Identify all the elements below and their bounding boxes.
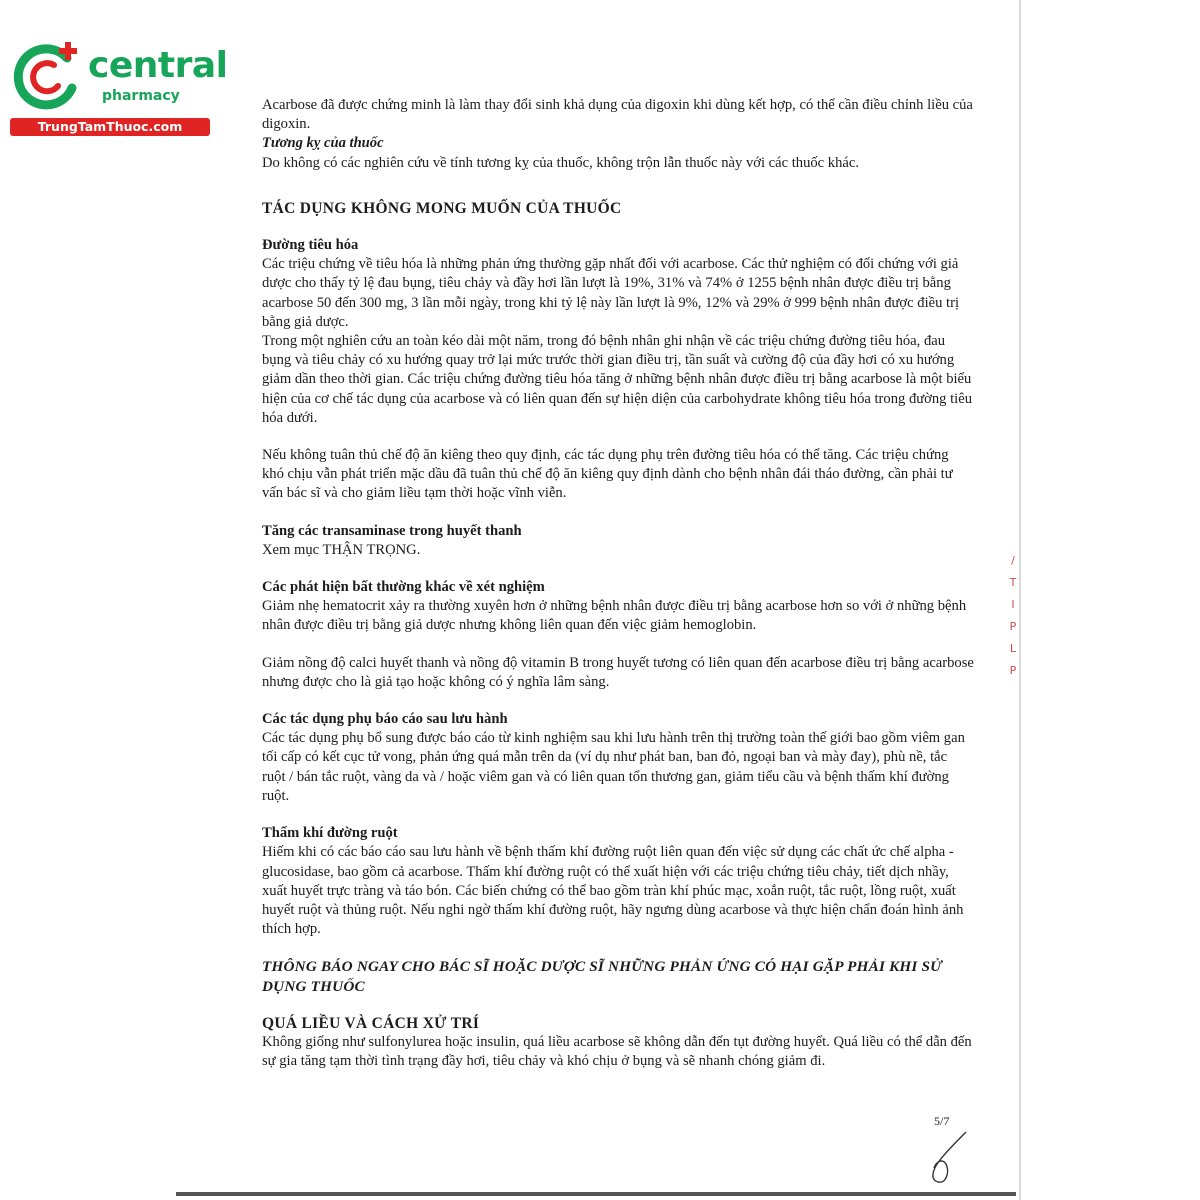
intro-paragraph: Acarbose đã được chứng minh là làm thay đổi sinh khả dụng của digoxin khi dùng kết hợp, có thể cần điều chỉnh liều của digoxin. bbox=[262, 97, 973, 133]
adverse-effects-heading: TÁC DỤNG KHÔNG MONG MUỐN CỦA THUỐC bbox=[262, 199, 622, 217]
brand-logo[interactable] bbox=[10, 38, 228, 138]
postmarketing-heading: Các tác dụng phụ báo cáo sau lưu hành bbox=[262, 711, 508, 728]
side-stamp bbox=[1006, 550, 1020, 682]
compatibility-heading: Tương kỵ của thuốc bbox=[262, 135, 384, 152]
brand-subtitle: pharmacy bbox=[102, 88, 180, 104]
stamp-letter: L bbox=[1009, 642, 1017, 655]
overdose-heading: QUÁ LIỀU VÀ CÁCH XỬ TRÍ bbox=[262, 1014, 480, 1032]
compatibility-text: Do không có các nghiên cứu về tính tương kỵ của thuốc, không trộn lẫn thuốc này với các thuốc khác. bbox=[262, 154, 860, 171]
brand-url: TrungTamThuoc.com bbox=[10, 118, 210, 136]
stamp-letter: T bbox=[1009, 576, 1017, 589]
stamp-letter: P bbox=[1009, 664, 1017, 677]
gi-heading: Đường tiêu hóa bbox=[262, 237, 359, 254]
logo-mark-icon bbox=[10, 38, 88, 116]
transaminase-text: Xem mục THẬN TRỌNG. bbox=[262, 541, 421, 558]
initials-signature bbox=[922, 1130, 972, 1186]
brand-name: central bbox=[88, 45, 228, 86]
pneumatosis-heading: Thấm khí đường ruột bbox=[262, 825, 398, 842]
lab-paragraph-2: Giảm nồng độ calci huyết thanh và nồng độ vitamin B trong huyết tương có liên quan đến acarbose điều trị bằng acarbose nhưng được cho là giả tạo hoặc không có ý nghĩa lâm sàng. bbox=[262, 654, 974, 690]
page-bottom-edge bbox=[176, 1192, 1016, 1196]
page-number: 5/7 bbox=[934, 1114, 950, 1128]
postmarketing-text: Các tác dụng phụ bổ sung được báo cáo từ kinh nghiệm sau khi lưu hành trên thị trường toàn thế giới bao gồm viêm gan tối cấp có kết cục tử vong, phản ứng quá mẫn trên da (ví dụ như phát ban, ban đỏ, ngoại ban và mày đay), phù nề, tắc ruột / bán tắc ruột, vàng da và / hoặc viêm gan và có liên quan tổn thương gan, giảm tiểu cầu và bệnh thấm khí đường ruột. bbox=[262, 730, 965, 804]
document-body bbox=[262, 96, 974, 1071]
transaminase-heading: Tăng các transaminase trong huyết thanh bbox=[262, 522, 522, 539]
overdose-text: Không giống như sulfonylurea hoặc insulin, quá liều acarbose sẽ không dẫn đến tụt đường huyết. Quá liều có thể dẫn đến sự gia tăng tạm thời tình trạng đầy hơi, tiêu chảy và khó chịu ở bụng và sẽ nhanh chóng giảm đi. bbox=[262, 1033, 972, 1070]
report-warning-heading: THÔNG BÁO NGAY CHO BÁC SĨ HOẶC DƯỢC SĨ NHỮNG PHẢN ỨNG CÓ HẠI GẶP PHẢI KHI SỬ DỤNG THUỐC bbox=[262, 958, 943, 995]
stamp-letter: / bbox=[1011, 554, 1015, 567]
stamp-letter: I bbox=[1011, 598, 1015, 611]
stamp-letter: P bbox=[1009, 620, 1017, 633]
lab-heading: Các phát hiện bất thường khác về xét nghiệm bbox=[262, 579, 545, 596]
pneumatosis-text: Hiếm khi có các báo cáo sau lưu hành về bệnh thấm khí đường ruột liên quan đến việc sử dụng các chất ức chế alpha -glucosidase, bao gồm cả acarbose. Thấm khí đường ruột có thể xuất hiện với các triệu chứng tiêu chảy, tiết dịch nhầy, xuất huyết trực tràng và táo bón. Các biến chứng có thể bao gồm tràn khí phúc mạc, xoắn ruột, tắc ruột, lồng ruột, xuất huyết ruột và thủng ruột. Nếu nghi ngờ thấm khí đường ruột, hãy ngưng dùng acarbose và thực hiện chẩn đoán hình ảnh thích hợp. bbox=[262, 844, 964, 938]
gi-paragraph-1: Các triệu chứng về tiêu hóa là những phản ứng thường gặp nhất đối với acarbose. Các thử nghiệm có đối chứng với giả dược cho thấy tỷ lệ đau bụng, tiêu chảy và đầy hơi lần lượt là 19%, 31% và 74% ở 1255 bệnh nhân được điều trị bằng acarbose 50 đến 300 mg, 3 lần mỗi ngày, trong khi tỷ lệ này lần lượt là 9%, 12% và 29% ở 999 bệnh nhân được điều trị bằng giả dược. bbox=[262, 256, 960, 330]
gi-paragraph-2: Trong một nghiên cứu an toàn kéo dài một năm, trong đó bệnh nhân ghi nhận về các triệu chứng đường tiêu hóa, đau bụng và tiêu chảy có xu hướng quay trở lại mức trước thời gian điều trị, tần suất và cường độ của đầy hơi có xu hướng giảm dần theo thời gian. Các triệu chứng đường tiêu hóa tăng ở những bệnh nhân được điều trị bằng acarbose là một biểu hiện của cơ chế tác dụng của acarbose và có liên quan đến sự hiện diện của carbohydrate không tiêu hóa trong đường tiêu hóa dưới. bbox=[262, 333, 973, 426]
gi-paragraph-3: Nếu không tuân thủ chế độ ăn kiêng theo quy định, các tác dụng phụ trên đường tiêu hóa có thể tăng. Các triệu chứng khó chịu vẫn phát triển mặc dầu đã tuân thủ chế độ ăn kiêng quy định dành cho bệnh nhân đái tháo đường, cần phải tư vấn bác sĩ và cho giảm liều tạm thời hoặc vĩnh viễn. bbox=[262, 447, 953, 502]
lab-paragraph-1: Giảm nhẹ hematocrit xảy ra thường xuyên hơn ở những bệnh nhân được điều trị bằng acarbose hơn so với ở những bệnh nhân được điều trị bằng giả dược nhưng không liên quan đến việc giảm hemoglobin. bbox=[262, 598, 967, 634]
